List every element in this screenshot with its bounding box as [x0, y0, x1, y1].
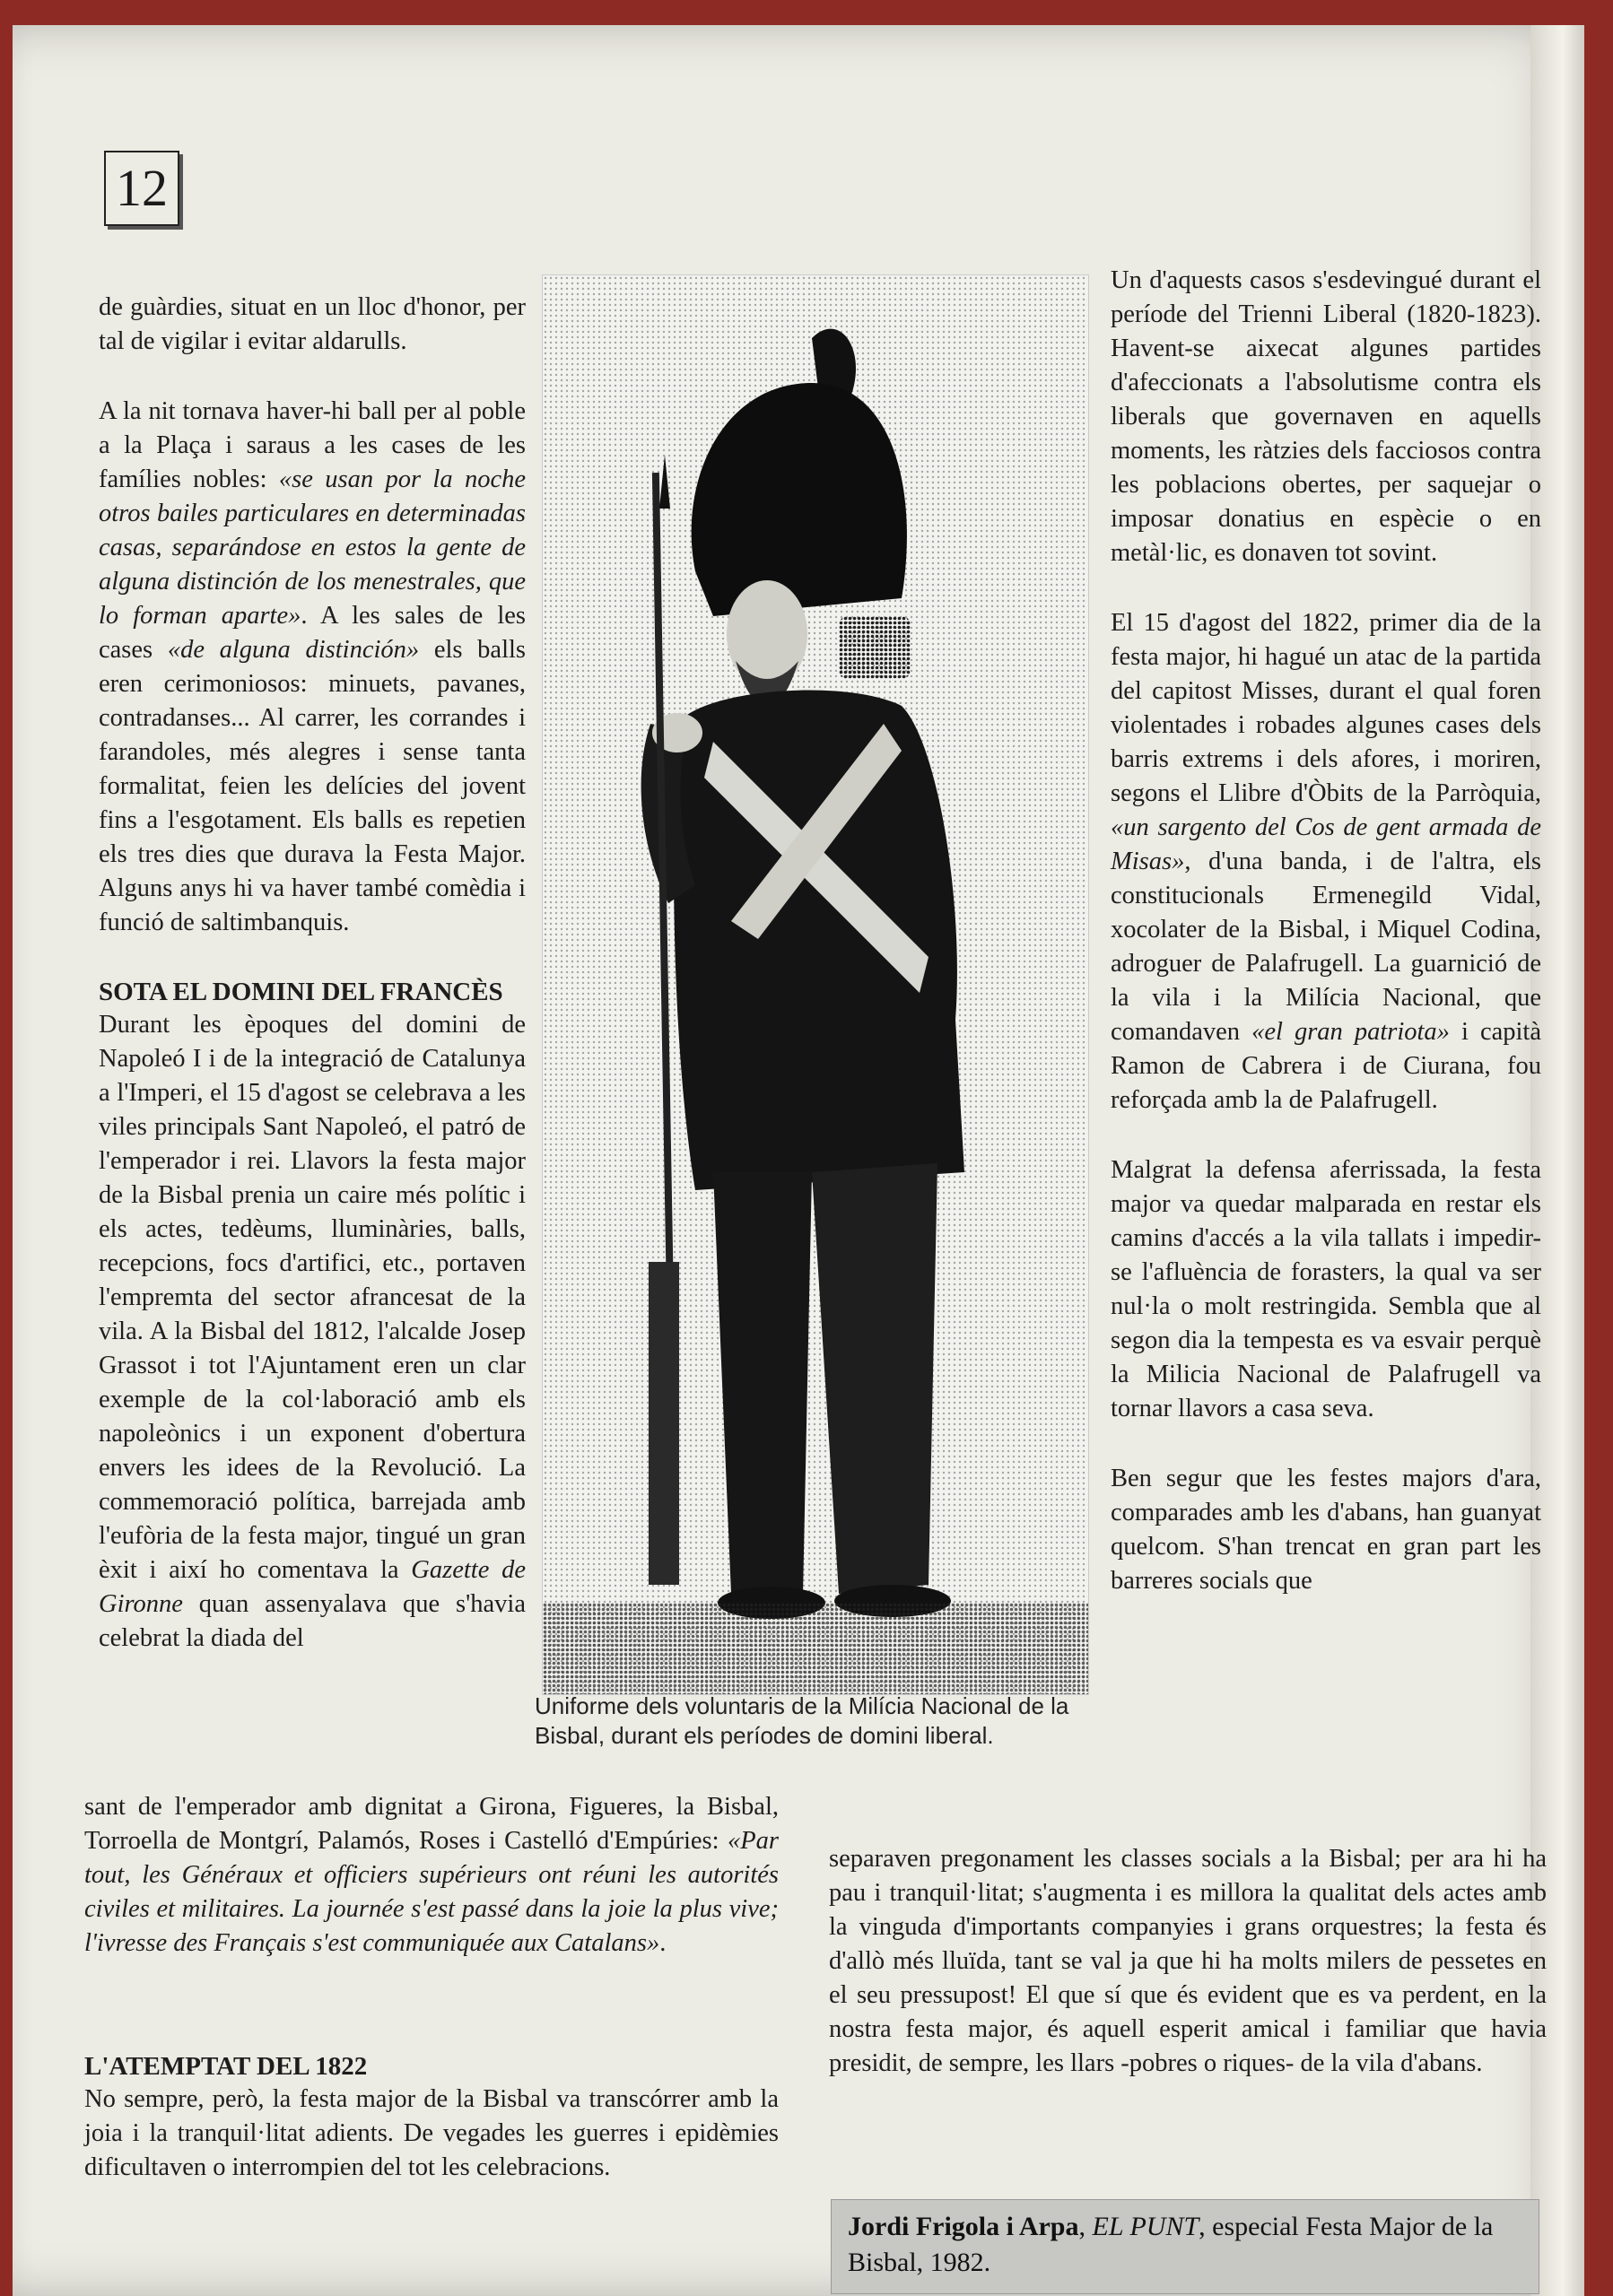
paragraph	[99, 1008, 526, 1656]
bottom-left-block-2	[84, 2050, 779, 2185]
bottom-left-block	[84, 1790, 779, 1961]
text-run: El 15 d'agost del 1822, primer dia de la festa major, hi hagué un atac de la partida del capitost Misses, durant el qual foren violentades i robades algunes cases dels barris extrems i dels afores, i moriren, segons el Llibre d'Òbits de la Parròquia,	[1111, 609, 1541, 807]
author-name: Jordi Frigola i Arpa	[848, 2212, 1079, 2241]
paragraph	[1111, 1153, 1541, 1426]
soldier-illustration-svg	[543, 275, 1088, 1694]
text-run: , especial Festa Major de la Bisbal, 1982.	[848, 2212, 1494, 2277]
paragraph	[829, 1842, 1547, 2081]
text-run: de guàrdies, situat en un lloc d'honor, per tal de vigilar i evitar aldarulls.	[99, 293, 526, 355]
paragraph	[1111, 1462, 1541, 1598]
text-run: i capità Ramon de Cabrera i de Ciurana, fou reforçada amb la de Palafrugell.	[1111, 1018, 1541, 1114]
text-run: sant de l'emperador amb dignitat a Girona, Figueres, la Bisbal, Torroella de Montgrí, Palamós, Roses i Castelló d'Empúries:	[84, 1793, 779, 1855]
quote-spanish: «se usan por la noche otros bailes particulares en determinadas casas, separándose en estos la gente de alguna distinción de los menestrales, que lo forman aparte»	[99, 465, 526, 630]
text-run: Malgrat la defensa aferrissada, la festa major va quedar malparada en restar els camins d'accés a la vila tallats i impedir-se l'afluència de forasters, la qual va ser nul·la o molt restringida. Sembla que al segon dia la tempesta es va esvair perquè la Milicia Nacional de Palafrugell va tornar llavors a casa seva.	[1111, 1156, 1541, 1422]
text-run: Ben segur que les festes majors d'ara, comparades amb les d'abans, han guanyat quelcom. S'han trencat en gran part les barreres socials que	[1111, 1465, 1541, 1595]
column-right	[1111, 264, 1541, 1598]
text-run: els balls eren cerimoniosos: minuets, pavanes, contradanses... Al carrer, les corrandes i farandoles, més alegres i sense tanta formalitat, feien les delícies del jovent fins a l'esgotament. Els balls es repetien els tres dies que durava la Festa Major. Alguns anys hi va haver també comèdia i funció de saltimbanquis.	[99, 636, 526, 936]
text-run: Un d'aquests casos s'esdevingué durant el període del Trienni Liberal (1820-1823). Havent-se aixecat algunes partides d'afeccionats a l'absolutisme contra els liberals que governaven en aquells moments, les ràtzies dels facciosos contra les poblacions obertes, per saquejar o imposar donatius en espècie o en metàl·lic, es donaven tot sovint.	[1111, 266, 1541, 567]
section-heading: L'ATEMPTAT DEL 1822	[84, 2052, 368, 2081]
soldier-illustration	[542, 274, 1089, 1695]
section-heading: SOTA EL DOMINI DEL FRANCÈS	[99, 978, 503, 1006]
paragraph	[1111, 264, 1541, 570]
text-run: , d'una banda, i de l'altra, els constitucionals Ermenegild Vidal, xocolater de la Bisbal, i Miquel Codina, adroguer de Palafrugell. La guarnició de la vila i la Milícia Nacional, que comandaven	[1111, 848, 1541, 1046]
quote: «un sargento del Cos de gent armada de Misas»	[1111, 813, 1541, 875]
paragraph	[84, 2083, 779, 2185]
paragraph	[99, 395, 526, 940]
text-run: Durant les èpoques del domini de Napoleó I i de la integració de Catalunya a l'Imperi, el 15 d'agost se celebrava a les viles principals Sant Napoleó, el patró de l'emperador i rei. Llavors la festa major de la Bisbal prenia un caire més polític i els actes, tedèums, lluminàries, balls, recepcions, focs d'artifici, etc., portaven l'empremta del sector afrancesat de la vila. A la Bisbal del 1812, l'alcalde Josep Grassot i tot l'Ajuntament eren un clar exemple de la col·laboració amb els napoleònics i un exponent d'obertura envers les idees de la Revolució. La commemoració política, barrejada amb l'eufòria de la festa major, tingué un gran èxit i així ho comentava la	[99, 1011, 526, 1584]
paragraph	[1111, 606, 1541, 1118]
page-number: 12	[104, 151, 179, 226]
column-left	[99, 291, 526, 1656]
figure-caption: Uniforme dels voluntaris de la Milícia Nacional de la Bisbal, durant els períodes de domini liberal.	[535, 1692, 1069, 1749]
paragraph	[99, 291, 526, 359]
book-page	[13, 25, 1584, 2296]
text-run: . A les sales de les cases	[99, 602, 526, 664]
quote-spanish: «de alguna distinción»	[167, 636, 420, 664]
text-run: A la nit tornava haver-hi ball per al poble a la Plaça i saraus a les cases de les famílies nobles:	[99, 397, 526, 493]
text-run: ,	[1078, 2212, 1093, 2241]
text-run: No sempre, però, la festa major de la Bisbal va transcórrer amb la joia i la tranquil·litat adients. De vegades les guerres i epidèmies dificultaven o interrompien del tot les celebracions.	[84, 2085, 779, 2181]
text-run: quan assenyalava que s'havia celebrat la diada del	[99, 1590, 526, 1652]
text-run: .	[659, 1929, 667, 1957]
text-run: separaven pregonament les classes socials a la Bisbal; per ara hi ha pau i tranquil·litat; s'augmenta i es millora la qualitat dels actes amb la vinguda d'importants companyies i grans orquestres; la festa és d'allò més lluïda, tant se val ja que hi ha molts milers de pessetes en el seu pressupost! El que sí que és evident que es va perdent, en la nostra festa major, és aquell esperit amical i familiar que havia presidit, de sempre, les llars -pobres o riques- de la vila d'abans.	[829, 1845, 1547, 2077]
paragraph	[84, 1790, 779, 1961]
quote: «el gran patriota»	[1251, 1018, 1450, 1046]
signature-box	[831, 2199, 1539, 2294]
source-title: EL PUNT	[1092, 2212, 1199, 2241]
publication-title: Gazette de Gironne	[99, 1556, 526, 1618]
bottom-right-block	[829, 1842, 1547, 2081]
quote-french: «Par tout, les Généraux et officiers supérieurs ont réuni les autorités civiles et militaires. La journée s'est passé dans la joie la plus vive; l'ivresse des Français s'est communiquée aux Catalans»	[84, 1827, 779, 1957]
